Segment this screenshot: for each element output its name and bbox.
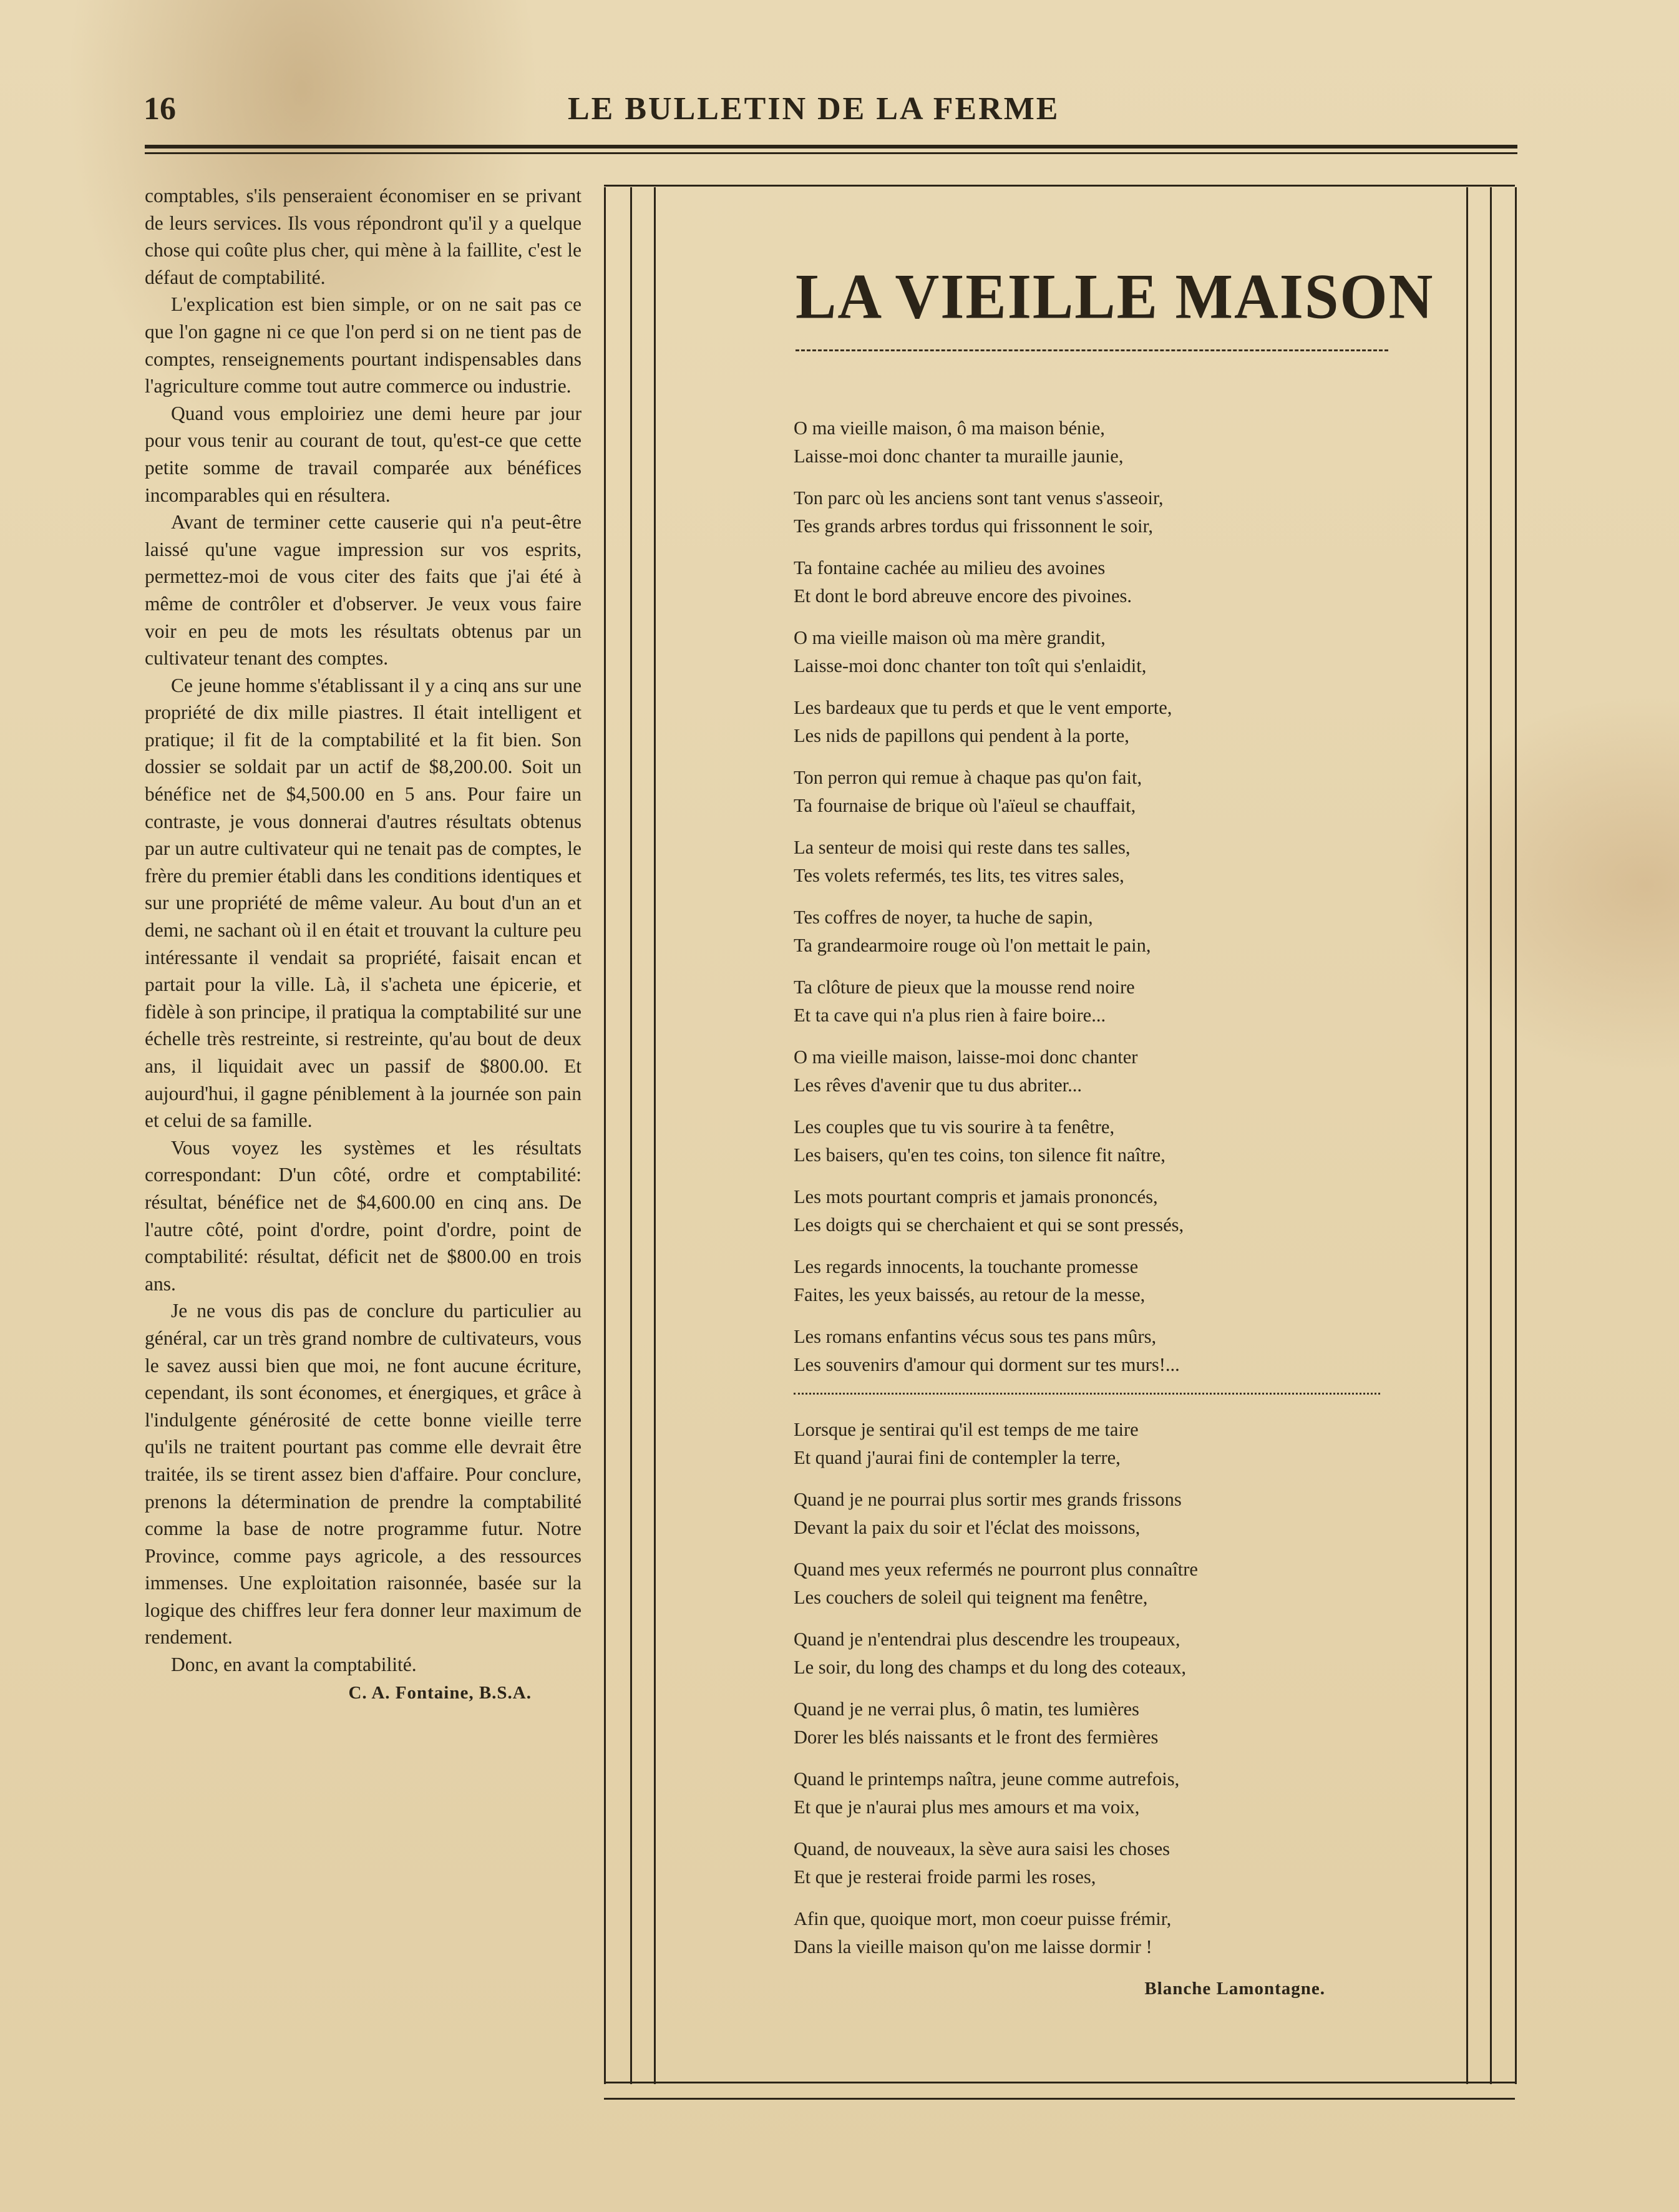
poem-title: LA VIEILLE MAISON: [796, 261, 1434, 333]
poem-line: Les rêves d'avenir que tu dus abriter...: [794, 1074, 1082, 1096]
poem-body: [794, 414, 1418, 2003]
poem-line: Ta fournaise de brique où l'aïeul se chauffait,: [794, 795, 1136, 816]
poem-line: Devant la paix du soir et l'éclat des moissons,: [794, 1517, 1141, 1538]
poem-line: Ta clôture de pieux que la mousse rend noire: [794, 977, 1135, 998]
poem-frame-left-1: [604, 187, 606, 2084]
poem-line: Faites, les yeux baissés, au retour de la messe,: [794, 1284, 1146, 1305]
header-rule-bottom: [145, 152, 1517, 154]
poem-author: Blanche Lamontagne.: [1144, 1979, 1325, 1999]
poem-stanza: [794, 624, 1418, 680]
poem-frame-right-2: [1490, 187, 1492, 2084]
poem-line: Quand je ne pourrai plus sortir mes grands frissons: [794, 1489, 1182, 1510]
poem-line: Les couples que tu vis sourire à ta fenêtre,: [794, 1116, 1115, 1138]
poem-stanza: [794, 1765, 1418, 1821]
poem-line: Et dont le bord abreuve encore des pivoines.: [794, 585, 1132, 607]
poem-stanza: [794, 1695, 1418, 1752]
stanza-separator: [794, 1393, 1380, 1395]
poem-stanza: [794, 1113, 1418, 1169]
poem-line: Quand je ne verrai plus, ô matin, tes lumières: [794, 1698, 1139, 1720]
poem-frame-right-3: [1515, 187, 1517, 2084]
poem-stanza: [794, 904, 1418, 960]
poem-stanza: [794, 694, 1418, 750]
poem-line: Et quand j'aurai fini de contempler la terre,: [794, 1447, 1121, 1468]
poem-stanza: [794, 1905, 1418, 1961]
poem-line: Et que je resterai froide parmi les roses,: [794, 1866, 1096, 1888]
poem-stanza: [794, 1183, 1418, 1239]
poem-frame-bottom: [604, 2082, 1515, 2083]
poem-stanza: [794, 764, 1418, 820]
article-column: [145, 182, 582, 1707]
poem-frame-left-2: [630, 187, 632, 2084]
poem-line: Et ta cave qui n'a plus rien à faire boire...: [794, 1005, 1106, 1026]
poem-line: Quand le printemps naîtra, jeune comme autrefois,: [794, 1768, 1180, 1790]
poem-line: O ma vieille maison où ma mère grandit,: [794, 627, 1106, 648]
poem-line: Les couchers de soleil qui teignent ma fenêtre,: [794, 1587, 1148, 1608]
poem-stanza: [794, 1625, 1418, 1682]
poem-line: Tes grands arbres tordus qui frissonnent le soir,: [794, 515, 1154, 537]
poem-line: Les baisers, qu'en tes coins, ton silence fit naître,: [794, 1144, 1166, 1166]
title-dashed-rule: [796, 349, 1388, 351]
poem-stanza: [794, 1835, 1418, 1891]
poem-stanza: [794, 1323, 1418, 1379]
poem-line: Le soir, du long des champs et du long des coteaux,: [794, 1657, 1186, 1678]
article-paragraph: Avant de terminer cette causerie qui n'a peut-être laissé qu'une vague impression sur vos esprits, permettez-moi de vous citer des faits que j'ai été à même de contrôler et d'observer. Je veux vous faire voir en peu de mots les résultats obtenus par un cultivateur tenant des comptes.: [145, 511, 582, 670]
poem-line: Tes volets refermés, tes lits, tes vitres sales,: [794, 865, 1124, 886]
poem-stanza: [794, 834, 1418, 890]
poem-line: O ma vieille maison, laisse-moi donc chanter: [794, 1046, 1138, 1068]
article-paragraph: Donc, en avant la comptabilité.: [171, 1654, 417, 1676]
poem-frame-right-1: [1466, 187, 1468, 2084]
poem-stanza: [794, 973, 1418, 1030]
poem-line: Afin que, quoique mort, mon coeur puisse frémir,: [794, 1908, 1172, 1929]
article-paragraph: Quand vous emploiriez une demi heure par jour pour vous tenir au courant de tout, qu'est-ce que cette petite somme de travail comparée aux bénéfices incomparables qui en résultera.: [145, 402, 582, 506]
poem-line: Les souvenirs d'amour qui dorment sur tes murs!...: [794, 1354, 1180, 1375]
poem-line: Ton parc où les anciens sont tant venus s'asseoir,: [794, 487, 1164, 509]
poem-line: Tes coffres de noyer, ta huche de sapin,: [794, 907, 1093, 928]
poem-line: La senteur de moisi qui reste dans tes salles,: [794, 837, 1131, 858]
poem-line: Laisse-moi donc chanter ton toît qui s'enlaidit,: [794, 655, 1147, 676]
poem-frame-left-3: [654, 187, 656, 2084]
poem-stanza: [794, 1416, 1418, 1472]
poem-line: Dorer les blés naissants et le front des fermières: [794, 1727, 1159, 1748]
poem-line: Les romans enfantins vécus sous tes pans mûrs,: [794, 1326, 1157, 1347]
poem-line: Laisse-moi donc chanter ta muraille jaunie,: [794, 446, 1124, 467]
poem-stanza: [794, 1043, 1418, 1099]
article-paragraph: Je ne vous dis pas de conclure du particulier au général, car un très grand nombre de cultivateurs, vous le savez aussi bien que moi, ne font aucune écriture, cependant, ils sont économes, et énergiques, et grâce à l'indulgente générosité de cette bonne vieille terre qu'ils ne traitent pourtant pas comme elle devrait être traitée, ils se tirent assez bien d'affaire. Pour conclure, prenons la détermination de prendre la comptabilité comme la base de notre programme futur. Notre Province, comme pays agricole, a des ressources immenses. Une exploitation raisonnée, basée sur la logique des chiffres leur fera donner leur maximum de rendement.: [145, 1300, 582, 1649]
poem-stanza: [794, 554, 1418, 610]
poem-stanza: [794, 1556, 1418, 1612]
poem-line: Les mots pourtant compris et jamais prononcés,: [794, 1186, 1158, 1207]
poem-line: O ma vieille maison, ô ma maison bénie,: [794, 417, 1105, 439]
poem-line: Les bardeaux que tu perds et que le vent emporte,: [794, 697, 1172, 718]
article-paragraph: L'explication est bien simple, or on ne sait pas ce que l'on gagne ni ce que l'on perd si on ne tient pas de comptes, renseignements pourtant indispensables dans l'agriculture comme tout autre commerce ou industrie.: [145, 293, 582, 397]
poem-line: Dans la vieille maison qu'on me laisse dormir !: [794, 1936, 1152, 1957]
running-header: LE BULLETIN DE LA FERME: [568, 91, 1060, 127]
poem-line: Ton perron qui remue à chaque pas qu'on fait,: [794, 767, 1142, 788]
article-signature: C. A. Fontaine, B.S.A.: [348, 1682, 532, 1703]
poem-line: Les nids de papillons qui pendent à la porte,: [794, 725, 1129, 746]
poem-stanza: [794, 1253, 1418, 1309]
poem-line: Quand je n'entendrai plus descendre les troupeaux,: [794, 1629, 1180, 1650]
poem-line: Les doigts qui se cherchaient et qui se sont pressés,: [794, 1214, 1184, 1235]
poem-frame-footer-rule: [604, 2098, 1515, 2100]
poem-line: Ta fontaine cachée au milieu des avoines: [794, 557, 1106, 578]
article-paragraph: comptables, s'ils penseraient économiser en se privant de leurs services. Ils vous répondront qu'il y a quelque chose qui coûte plus cher, qui mène à la faillite, c'est le défaut de comptabilité.: [145, 185, 582, 288]
poem-line: Ta grandearmoire rouge où l'on mettait le pain,: [794, 935, 1151, 956]
poem-stanza: [794, 1486, 1418, 1542]
page-number: 16: [144, 91, 176, 127]
poem-line: Les regards innocents, la touchante promesse: [794, 1256, 1139, 1277]
article-paragraph: Ce jeune homme s'établissant il y a cinq ans sur une propriété de dix mille piastres. Il était intelligent et pratique; il fit de la comptabilité et la fit bien. Son dossier se soldait par un actif de $8,200.00. Soit un bénéfice net de $4,500.00 en 5 ans. Pour faire un contraste, je vous donnerai d'autres résultats obtenus par un autre cultivateur qui ne tenait pas de comptes, le frère du premier établi dans les conditions identiques et sur une propriété de même valeur. Au bout d'un an et demi, ne sachant où il en était et trouvant la culture peu intéressante il vendait sa propriété, faisait encan et partait pour la ville. Là, il s'acheta une épicerie, et fidèle à son principe, il pratiqua la comptabilité sur une échelle très restreinte, si restreinte, qu'au bout de deux ans, il liquidait avec un passif de $800.00. Et aujourd'hui, il gagne péniblement à la journée son pain et celui de sa famille.: [145, 674, 582, 1132]
poem-line: Quand mes yeux refermés ne pourront plus connaître: [794, 1559, 1198, 1580]
header-rule-top: [145, 145, 1517, 149]
poem-frame-top: [604, 185, 1515, 187]
poem-line: Quand, de nouveaux, la sève aura saisi les choses: [794, 1838, 1170, 1859]
poem-line: Et que je n'aurai plus mes amours et ma voix,: [794, 1796, 1140, 1818]
poem-stanza: [794, 414, 1418, 470]
article-paragraph: Vous voyez les systèmes et les résultats correspondant: D'un côté, ordre et comptabilité: résultat, bénéfice net de $4,600.00 en cinq ans. De l'autre côté, point d'ordre, point d'ordre, point de comptabilité: résultat, déficit net de $800.00 en trois ans.: [145, 1136, 582, 1295]
poem-line: Lorsque je sentirai qu'il est temps de me taire: [794, 1419, 1139, 1440]
poem-stanza: [794, 484, 1418, 540]
